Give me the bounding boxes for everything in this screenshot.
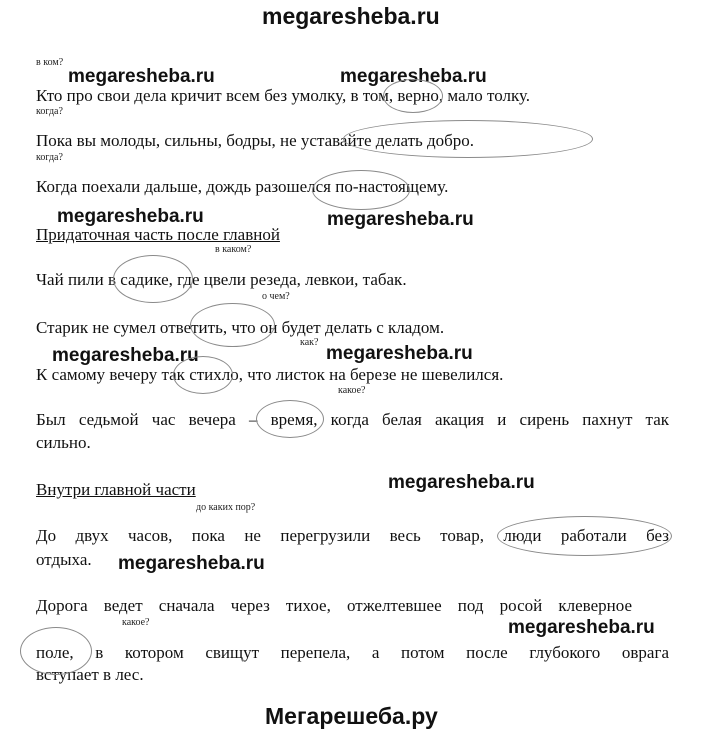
watermark: megaresheba.ru <box>326 343 473 364</box>
watermark: megaresheba.ru <box>52 345 199 366</box>
watermark: megaresheba.ru <box>327 209 474 230</box>
sentence-line: Был седьмой час вечера – время, когда белая акация и сирень пахнут так <box>36 410 669 429</box>
watermark: megaresheba.ru <box>57 206 204 227</box>
sentence-line: вступает в лес. <box>36 665 144 684</box>
section-heading: Внутри главной части <box>36 480 196 499</box>
circle-mark <box>256 400 324 438</box>
watermark: megaresheba.ru <box>118 553 265 574</box>
sentence-line: До двух часов, пока не перегрузили весь товар, люди работали без <box>36 526 669 545</box>
question-note: о чем? <box>262 291 290 302</box>
question-note: когда? <box>36 152 63 163</box>
question-note: до каких пор? <box>196 502 256 513</box>
sentence-line: К самому вечеру так стихло, что листок на березе не шевелился. <box>36 365 504 384</box>
question-note: какое? <box>338 385 366 396</box>
circle-mark <box>383 79 443 113</box>
question-note: как? <box>300 337 319 348</box>
question-note: в каком? <box>215 244 252 255</box>
watermark: megaresheba.ru <box>508 617 655 638</box>
sentence-line: сильно. <box>36 433 91 452</box>
sentence-line: отдыха. <box>36 550 92 569</box>
watermark: megaresheba.ru <box>388 472 535 493</box>
sentence-line: Кто про свои дела кричит всем без умолку, в том, верно, мало толку. <box>36 86 531 105</box>
circle-mark <box>190 303 275 347</box>
circle-mark <box>343 120 593 158</box>
circle-mark <box>113 255 193 303</box>
header-watermark: megaresheba.ru <box>262 3 440 29</box>
footer-watermark: Мегарешеба.ру <box>265 703 438 729</box>
sentence-line: Когда поехали дальше, дождь разошелся по-настоящему. <box>36 177 449 196</box>
circle-mark <box>173 356 233 394</box>
sentence-line: Чай пили в садике, где цвели резеда, левкои, табак. <box>36 270 407 289</box>
sentence-line: Пока вы молоды, сильны, бодры, не уставайте делать добро. <box>36 131 475 150</box>
question-note: когда? <box>36 106 63 117</box>
sentence-line: Дорога ведет сначала через тихое, отжелтевшее под росой клеверное <box>36 596 632 615</box>
circle-mark <box>497 516 672 556</box>
section-heading: Придаточная часть после главной <box>36 225 280 244</box>
sentence-line: поле, в котором свищут перепела, а потом после глубокого оврага <box>36 643 669 662</box>
sentence-line: Старик не сумел ответить, что он будет делать с кладом. <box>36 318 445 337</box>
circle-mark <box>20 627 92 675</box>
circle-mark <box>312 170 410 210</box>
question-note: в ком? <box>36 57 64 68</box>
watermark: megaresheba.ru <box>68 66 215 87</box>
question-note: какое? <box>122 617 150 628</box>
watermark: megaresheba.ru <box>340 66 487 87</box>
